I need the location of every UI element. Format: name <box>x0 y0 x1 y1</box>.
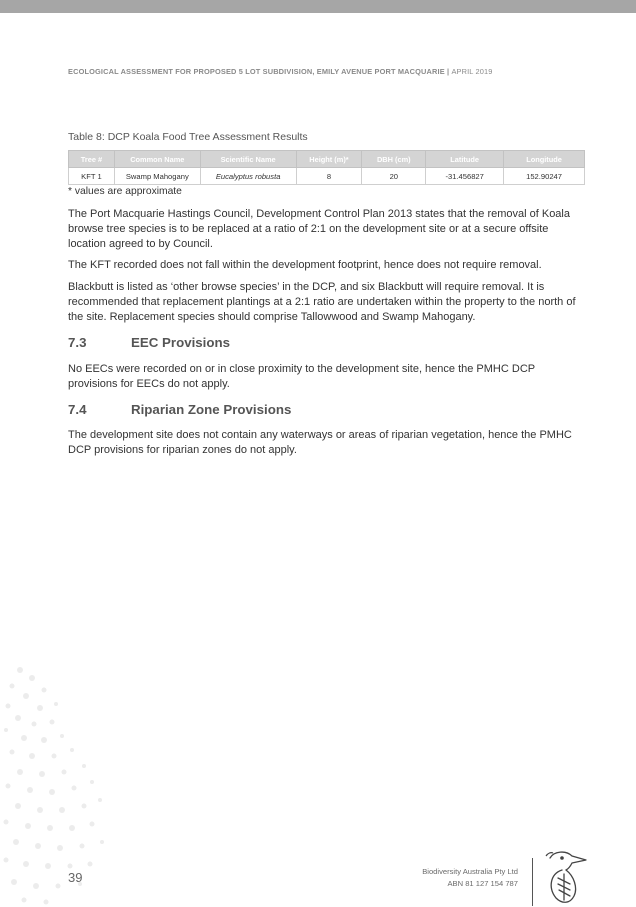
page-number: 39 <box>68 870 83 885</box>
column-header-longitude: Longitude <box>504 151 585 168</box>
column-header-latitude: Latitude <box>426 151 504 168</box>
paragraph-blackbutt: Blackbutt is listed as ‘other browse species’ in the DCP, and six Blackbutt will require removal. It is recommended that replacement plantings at a 2:1 ratio are undertaken within the property to the north of the site. Replacement species should comprise Tallowwood and Swamp Mahogany. <box>68 281 576 324</box>
section-title: Riparian Zone Provisions <box>131 402 292 417</box>
kookaburra-logo-icon <box>540 848 594 904</box>
paragraph-council-dcp: The Port Macquarie Hastings Council, Development Control Plan 2013 states that the removal of Koala browse tree species is to be replaced at a ratio of 2:1 on the development site or at a secure offsite location agreed to by Council. <box>68 208 570 251</box>
company-name: Biodiversity Australia Pty Ltd <box>422 867 518 876</box>
paragraph-riparian: The development site does not contain any waterways or areas of riparian vegetation, hence the PMHC DCP provisions for riparian zones do not apply. <box>68 429 572 457</box>
table-caption: Table 8: DCP Koala Food Tree Assessment Results <box>68 131 308 143</box>
table-header-row <box>69 151 585 168</box>
cell-height: 8 <box>296 168 362 185</box>
cell-common-name: Swamp Mahogany <box>114 168 200 185</box>
column-header-scientific-name: Scientific Name <box>200 151 296 168</box>
koala-food-tree-table <box>68 150 585 185</box>
running-header <box>68 67 568 76</box>
paragraph-eec: No EECs were recorded on or in close proximity to the development site, hence the PMHC DCP provisions for EECs do not apply. <box>68 363 535 391</box>
cell-tree: KFT 1 <box>69 168 115 185</box>
company-info <box>422 866 518 890</box>
paragraph-kft-footprint: The KFT recorded does not fall within the development footprint, hence does not require removal. <box>68 259 542 271</box>
column-header-common-name: Common Name <box>114 151 200 168</box>
running-header-separator: | <box>447 67 450 76</box>
decorative-dot-pattern <box>0 630 120 907</box>
section-number: 7.4 <box>68 402 87 417</box>
section-title: EEC Provisions <box>131 335 231 350</box>
running-header-title: ECOLOGICAL ASSESSMENT FOR PROPOSED 5 LOT SUBDIVISION, EMILY AVENUE PORT MACQUARIE <box>68 67 445 76</box>
cell-longitude: 152.90247 <box>504 168 585 185</box>
cell-scientific-name: Eucalyptus robusta <box>200 168 296 185</box>
column-header-height: Height (m)* <box>296 151 362 168</box>
column-header-tree: Tree # <box>69 151 115 168</box>
running-header-date: APRIL 2019 <box>451 67 493 76</box>
cell-dbh: 20 <box>362 168 426 185</box>
footer-divider <box>532 858 533 906</box>
table-note: * values are approximate <box>68 186 182 197</box>
column-header-dbh: DBH (cm) <box>362 151 426 168</box>
top-color-band <box>0 0 636 13</box>
section-number: 7.3 <box>68 335 87 350</box>
cell-latitude: -31.456827 <box>426 168 504 185</box>
company-abn: ABN 81 127 154 787 <box>447 879 518 888</box>
table-row <box>69 168 585 185</box>
section-heading-7-4 <box>68 402 291 417</box>
section-heading-7-3 <box>68 335 230 350</box>
